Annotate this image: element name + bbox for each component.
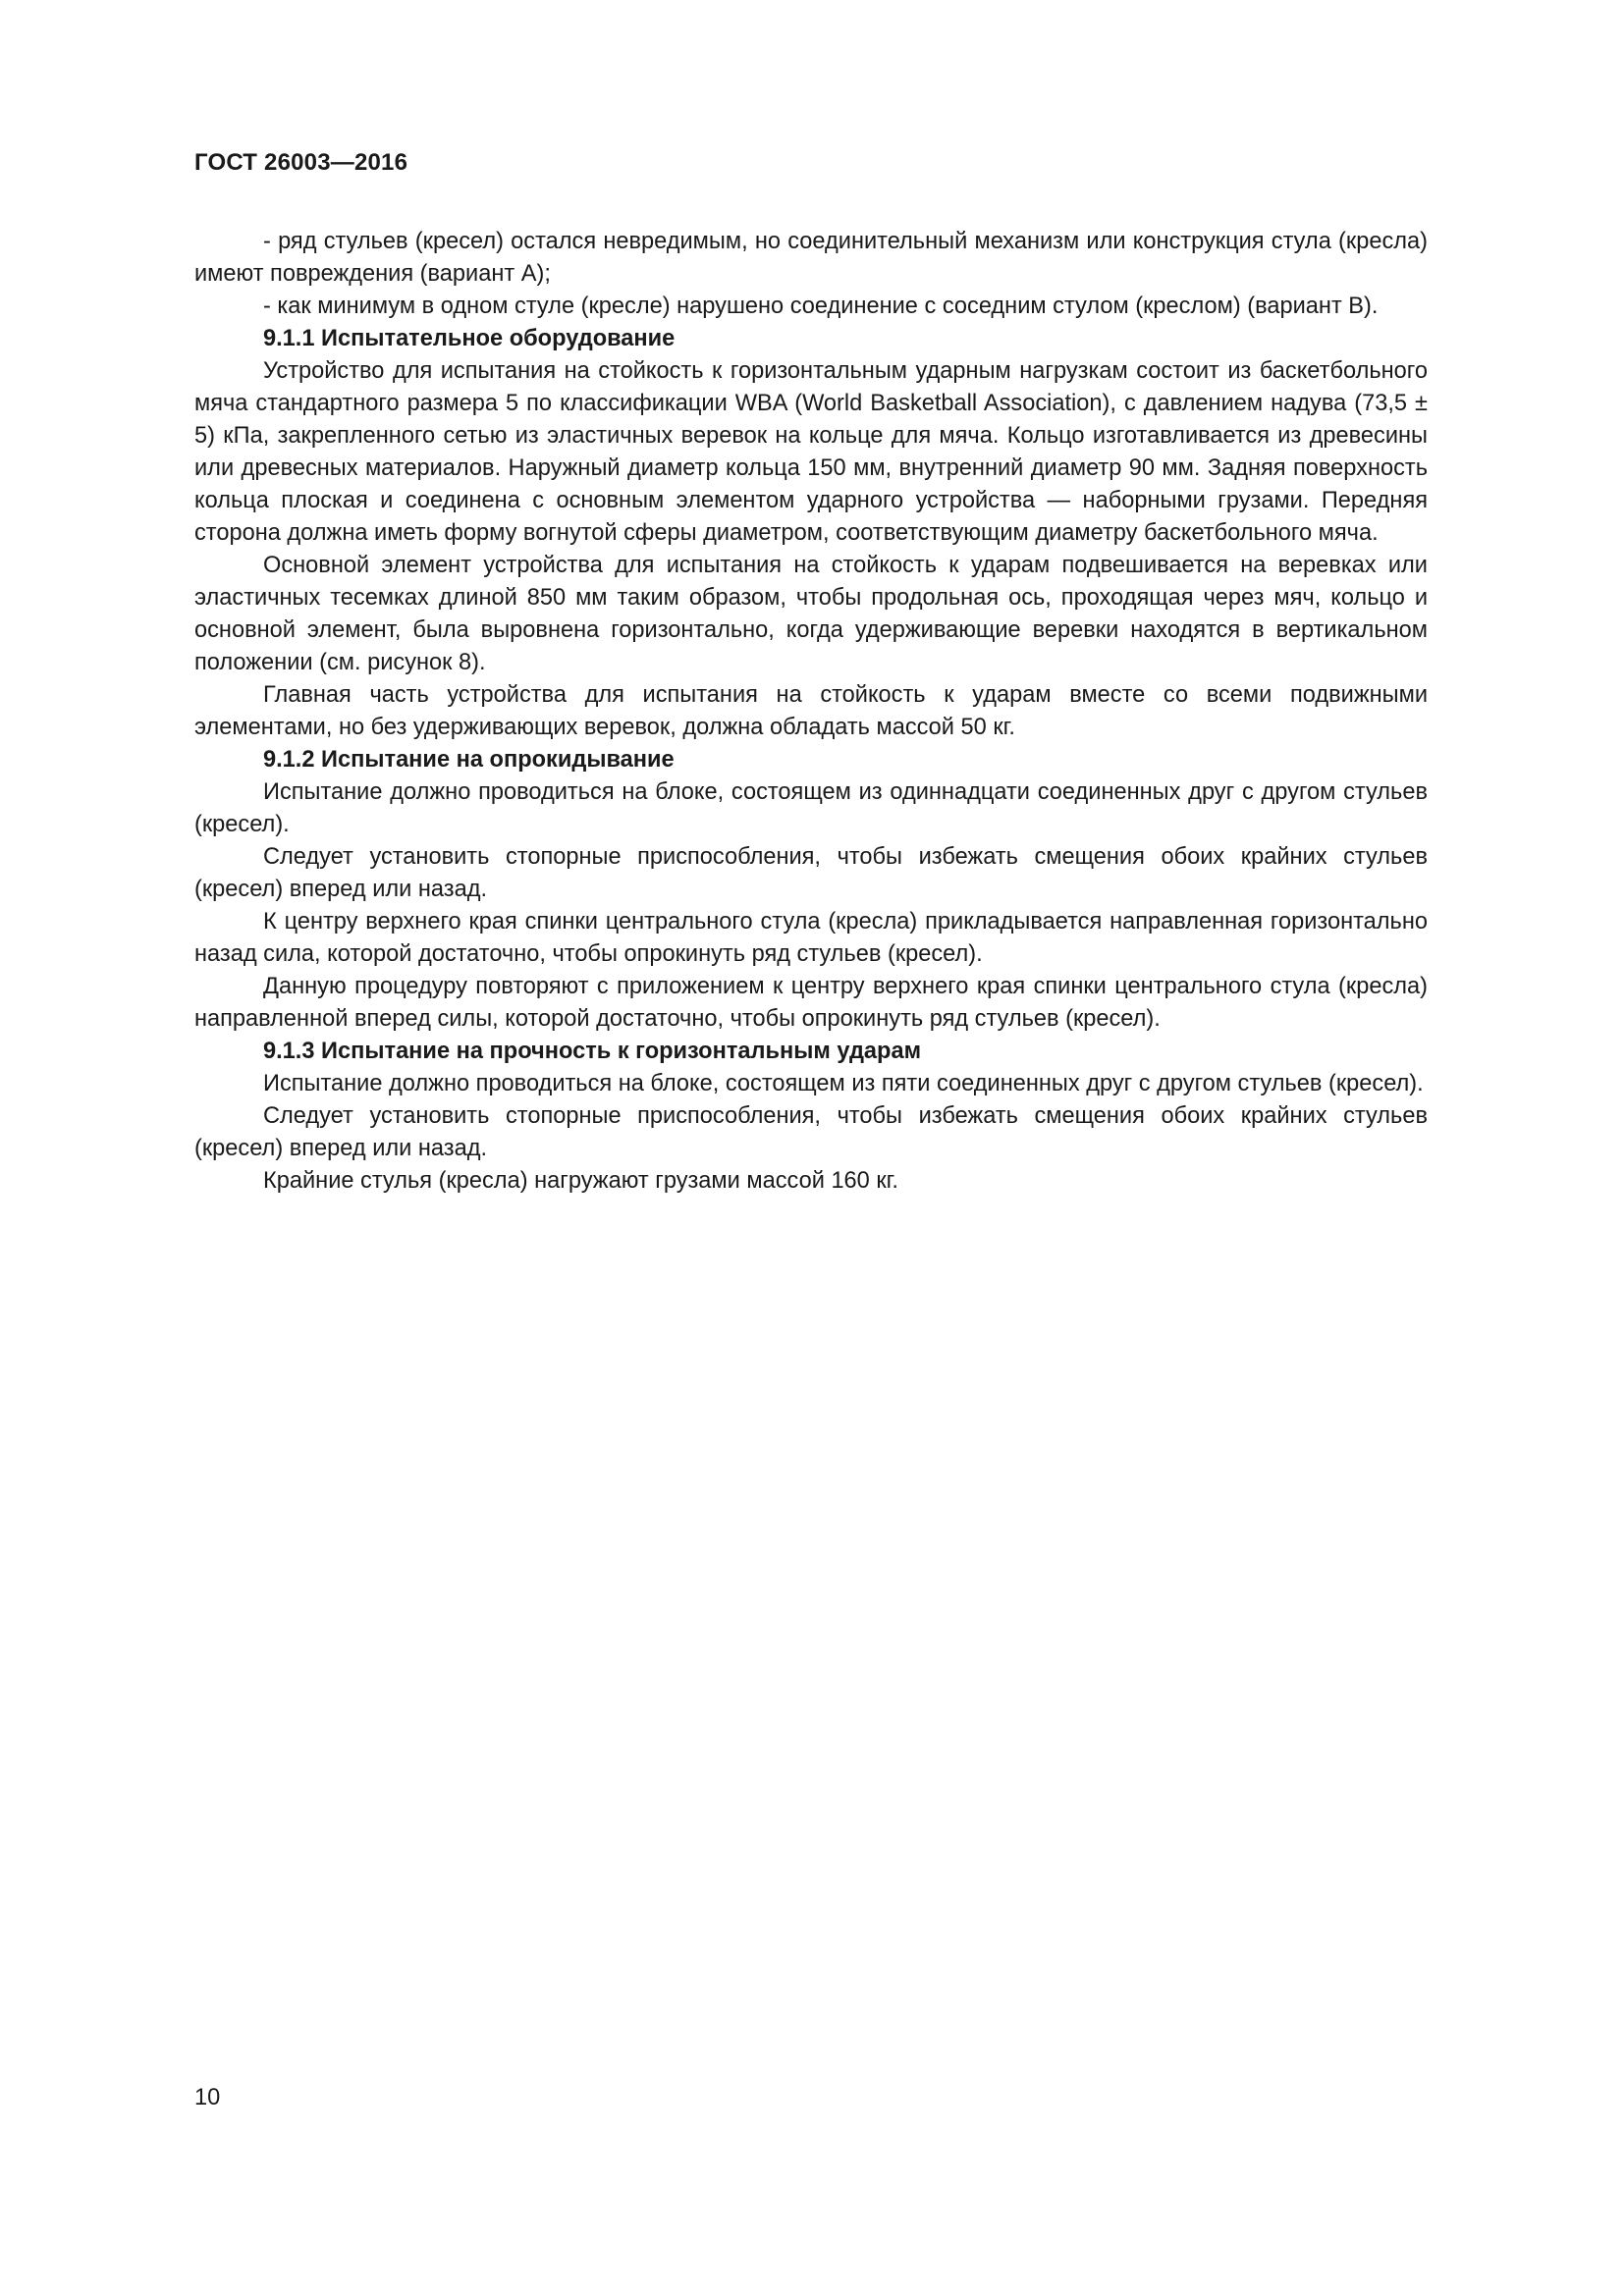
paragraph: Следует установить стопорные приспособления, чтобы избежать смещения обоих крайних стульев (кресел) вперед или назад. bbox=[194, 844, 1428, 902]
section-heading-9-1-1: 9.1.1 Испытательное оборудование bbox=[263, 326, 676, 351]
paragraph: К центру верхнего края спинки центрального стула (кресла) прикладывается направленная горизонтально назад сила, которой достаточно, чтобы опрокинуть ряд стульев (кресел). bbox=[194, 909, 1428, 967]
page-number: 10 bbox=[194, 2085, 221, 2110]
paragraph: - ряд стульев (кресел) остался невредимым, но соединительный механизм или конструкция стула (кресла) имеют повреждения (вариант А); bbox=[194, 229, 1428, 287]
paragraph: Основной элемент устройства для испытания на стойкость к ударам подвешивается на веревках или эластичных тесемках длиной 850 мм таким образом, чтобы продольная ось, проходящая через мяч, кольцо и основной элемент, была выровнена горизонтально, когда удерживающие веревки находятся в вертикальном положении (см. рисунок 8). bbox=[194, 553, 1428, 675]
document-code-header: ГОСТ 26003—2016 bbox=[194, 149, 408, 176]
paragraph: Испытание должно проводиться на блоке, состоящем из одиннадцати соединенных друг с другом стульев (кресел). bbox=[194, 779, 1428, 837]
paragraph: Следует установить стопорные приспособления, чтобы избежать смещения обоих крайних стульев (кресел) вперед или назад. bbox=[194, 1103, 1428, 1161]
paragraph: - как минимум в одном стуле (кресле) нарушено соединение с соседним стулом (креслом) (вариант В). bbox=[263, 294, 1379, 319]
paragraph: Устройство для испытания на стойкость к горизонтальным ударным нагрузкам состоит из баскетбольного мяча стандартного размера 5 по классификации WBA (World Basketball Association), с давлением надува (73,5 ± 5) кПа, закрепленного сетью из эластичных веревок на кольце для мяча. Кольцо изготавливается из древесины или древесных материалов. Наружный диаметр кольца 150 мм, внутренний диаметр 90 мм. Задняя поверхность кольца плоская и соединена с основным элементом ударного устройства — наборными грузами. Передняя сторона должна иметь форму вогнутой сферы диаметром, соответствующим диаметру баскетбольного мяча. bbox=[194, 358, 1428, 546]
paragraph: Испытание должно проводиться на блоке, состоящем из пяти соединенных друг с другом стульев (кресел). bbox=[263, 1071, 1424, 1096]
paragraph: Крайние стулья (кресла) нагружают грузами массой 160 кг. bbox=[263, 1168, 898, 1194]
paragraph: Главная часть устройства для испытания на стойкость к ударам вместе со всеми подвижными элементами, но без удерживающих веревок, должна обладать массой 50 кг. bbox=[194, 682, 1428, 740]
section-heading-9-1-2: 9.1.2 Испытание на опрокидывание bbox=[263, 747, 675, 773]
document-body bbox=[194, 226, 1428, 1198]
paragraph: Данную процедуру повторяют с приложением к центру верхнего края спинки центрального стула (кресла) направленной вперед силы, которой достаточно, чтобы опрокинуть ряд стульев (кресел). bbox=[194, 974, 1428, 1032]
section-heading-9-1-3: 9.1.3 Испытание на прочность к горизонтальным ударам bbox=[263, 1039, 922, 1064]
